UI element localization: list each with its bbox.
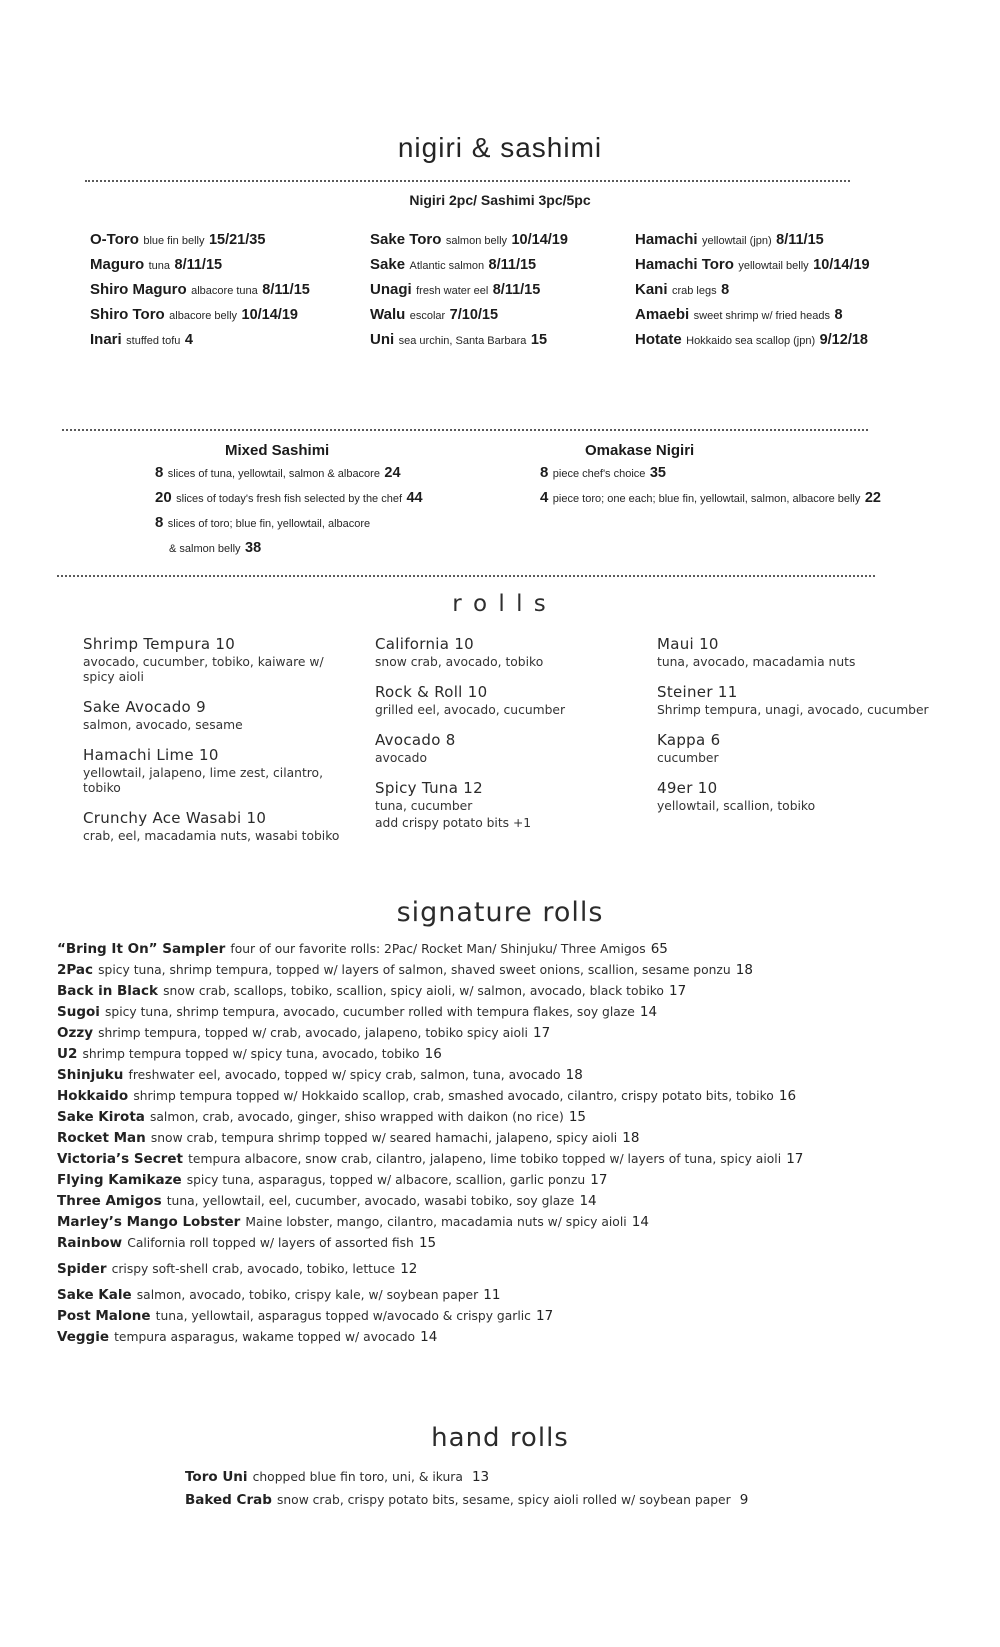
rolls-column-1 <box>83 635 375 857</box>
item-description: tuna, avocado, macadamia nuts <box>657 655 856 669</box>
item-price: 8 <box>834 307 843 323</box>
roll-item <box>83 698 375 733</box>
nigiri-item <box>370 253 635 278</box>
signature-roll-item <box>57 980 970 1001</box>
item-description: yellowtail (jpn) <box>701 235 772 247</box>
section-title-signature-rolls: signature rolls <box>396 897 604 928</box>
signature-roll-item <box>57 1148 970 1169</box>
item-name: O-Toro <box>90 231 139 248</box>
item-description: tuna, yellowtail, asparagus topped w/avocado & crispy garlic <box>155 1309 531 1323</box>
nigiri-columns <box>90 228 1000 353</box>
item-name: Sake Kirota <box>57 1109 145 1125</box>
dotted-divider <box>57 575 875 577</box>
item-price: 15 <box>418 1235 437 1251</box>
item-price: 10 <box>454 635 474 653</box>
item-name: Amaebi <box>635 306 690 323</box>
item-name: Spider <box>57 1261 107 1277</box>
item-description: stuffed tofu <box>126 335 181 347</box>
item-price: 10/14/19 <box>511 232 568 248</box>
combo-item <box>540 461 1000 486</box>
item-name: Hamachi Lime <box>83 746 194 764</box>
nigiri-item <box>635 228 1000 253</box>
item-price: 9/12/18 <box>819 332 868 348</box>
rolls-column-2 <box>375 635 657 857</box>
roll-heading <box>83 635 357 653</box>
item-description: spicy tuna, shrimp tempura, topped w/ layers of salmon, shaved sweet onions, scallion, sesame ponzu <box>98 963 731 977</box>
combo-item <box>540 486 1000 511</box>
item-price: 65 <box>650 941 668 957</box>
item-name: Marley’s Mango Lobster <box>57 1214 241 1230</box>
item-price: 17 <box>669 983 687 999</box>
item-description: Hokkaido sea scallop (jpn) <box>686 335 816 347</box>
item-name: Shiro Maguro <box>90 281 187 298</box>
item-name: Shinjuku <box>57 1067 124 1083</box>
roll-heading <box>657 635 942 653</box>
item-quantity: 20 <box>155 489 172 506</box>
item-price: 10/14/19 <box>813 257 870 273</box>
item-price: 8/11/15 <box>174 257 223 273</box>
signature-roll-item <box>57 1106 970 1127</box>
signature-roll-item <box>57 1305 970 1326</box>
item-description: yellowtail, jalapeno, lime zest, cilantro, tobiko <box>83 766 323 795</box>
item-description: four of our favorite rolls: 2Pac/ Rocket Man/ Shinjuku/ Three Amigos <box>230 942 646 956</box>
item-name: Inari <box>90 331 122 348</box>
item-name: Hotate <box>635 331 682 348</box>
item-name: Kani <box>635 281 668 298</box>
item-description: sea urchin, Santa Barbara <box>398 335 527 347</box>
hand-roll-item <box>185 1488 1000 1511</box>
item-price: 7/10/15 <box>449 307 499 323</box>
item-name: Victoria’s Secret <box>57 1151 183 1167</box>
item-price: 16 <box>424 1046 442 1062</box>
item-description: shrimp tempura topped w/ spicy tuna, avocado, tobiko <box>82 1047 420 1061</box>
roll-heading <box>657 779 942 797</box>
item-description: salmon, avocado, sesame <box>83 718 243 732</box>
item-price: 4 <box>184 332 193 348</box>
item-price: 8 <box>445 731 456 749</box>
nigiri-item <box>635 278 1000 303</box>
item-name: Uni <box>370 331 395 348</box>
nigiri-pricing-note: Nigiri 2pc/ Sashimi 3pc/5pc <box>409 192 591 208</box>
roll-item <box>375 731 657 766</box>
item-name: “Bring It On” Sampler <box>57 941 226 957</box>
item-description: slices of today's fresh fish selected by the chef <box>176 493 403 505</box>
item-name: Shiro Toro <box>90 306 165 323</box>
signature-roll-item <box>57 1211 970 1232</box>
item-description: tempura asparagus, wakame topped w/ avocado <box>114 1330 416 1344</box>
nigiri-item <box>635 303 1000 328</box>
nigiri-item <box>370 278 635 303</box>
item-name: Rainbow <box>57 1235 123 1251</box>
item-description: blue fin belly <box>143 235 205 247</box>
roll-heading <box>83 698 357 716</box>
signature-roll-item <box>57 1085 970 1106</box>
signature-roll-item <box>57 1064 970 1085</box>
item-description: snow crab, crispy potato bits, sesame, spicy aioli rolled w/ soybean paper <box>276 1493 731 1507</box>
roll-heading <box>657 683 942 701</box>
signature-roll-item <box>57 1001 970 1022</box>
item-description: tuna <box>148 260 171 272</box>
item-price: 12 <box>400 1261 418 1277</box>
item-price: 10 <box>215 635 236 653</box>
nigiri-item <box>90 278 370 303</box>
nigiri-item <box>90 253 370 278</box>
signature-roll-item <box>57 959 970 980</box>
item-price: 44 <box>406 490 423 506</box>
item-name: California <box>375 635 450 653</box>
omakase-nigiri-block <box>540 441 1000 561</box>
roll-item <box>375 779 657 831</box>
item-name: Unagi <box>370 281 412 298</box>
item-quantity: 8 <box>155 514 164 531</box>
item-price: 11 <box>483 1287 501 1303</box>
section-title-nigiri-sashimi: nigiri & sashimi <box>397 132 603 163</box>
item-description: tuna, yellowtail, eel, cucumber, avocado, wasabi tobiko, soy glaze <box>166 1194 575 1208</box>
item-price: 17 <box>590 1172 608 1188</box>
item-price: 14 <box>579 1193 597 1209</box>
nigiri-item <box>90 328 370 353</box>
nigiri-sashimi-section <box>0 132 1000 353</box>
item-name: Back in Black <box>57 983 159 999</box>
nigiri-item <box>90 228 370 253</box>
item-name: Three Amigos <box>57 1193 162 1209</box>
item-description: tempura albacore, snow crab, cilantro, jalapeno, lime tobiko topped w/ layers of tuna, spicy aioli <box>188 1152 782 1166</box>
signature-roll-item <box>57 1022 970 1043</box>
item-price: 14 <box>631 1214 649 1230</box>
item-description: crispy soft-shell crab, avocado, tobiko, lettuce <box>111 1262 396 1276</box>
signature-roll-item <box>57 1232 970 1253</box>
item-price: 10 <box>697 779 718 797</box>
item-name: Toro Uni <box>185 1469 248 1485</box>
item-price: 14 <box>639 1004 658 1020</box>
item-description: Atlantic salmon <box>409 260 485 272</box>
item-price: 9 <box>196 698 206 716</box>
nigiri-column-2 <box>370 228 635 353</box>
combos-section <box>0 441 1000 561</box>
item-price: 10/14/19 <box>241 307 298 323</box>
signature-roll-item <box>57 1169 970 1190</box>
item-name: 2Pac <box>57 962 94 978</box>
item-description: avocado <box>375 751 427 765</box>
item-description: fresh water eel <box>416 285 489 297</box>
item-description: cucumber <box>657 751 719 765</box>
item-name: Sake Avocado <box>83 698 192 716</box>
item-quantity: 8 <box>540 464 549 481</box>
item-price: 6 <box>710 731 721 749</box>
item-price: 38 <box>245 540 262 556</box>
mixed-sashimi-block <box>155 441 540 561</box>
item-price: 13 <box>471 1469 490 1485</box>
signature-roll-item <box>57 1043 970 1064</box>
item-description: salmon, avocado, tobiko, crispy kale, w/ soybean paper <box>136 1288 479 1302</box>
item-price: 18 <box>735 962 753 978</box>
dotted-divider <box>85 180 850 182</box>
signature-roll-item <box>57 1127 970 1148</box>
item-description: spicy tuna, asparagus, topped w/ albacore, scallion, garlic ponzu <box>186 1173 586 1187</box>
item-description-extra: add crispy potato bits +1 <box>375 816 532 830</box>
item-name: Hokkaido <box>57 1088 129 1104</box>
item-description: yellowtail belly <box>738 260 809 272</box>
item-price: 10 <box>199 746 219 764</box>
signature-roll-item <box>57 1284 970 1305</box>
item-description: shrimp tempura, topped w/ crab, avocado, jalapeno, tobiko spicy aioli <box>98 1026 528 1040</box>
nigiri-item <box>635 328 1000 353</box>
item-description: slices of tuna, yellowtail, salmon & albacore <box>167 468 380 480</box>
mixed-sashimi-title: Mixed Sashimi <box>225 442 330 459</box>
item-description: Shrimp tempura, unagi, avocado, cucumber <box>657 703 929 717</box>
item-description: albacore tuna <box>191 285 258 297</box>
roll-heading <box>375 635 639 653</box>
item-name: Hamachi <box>635 231 698 248</box>
signature-roll-item <box>57 1190 970 1211</box>
hand-rolls-list <box>185 1465 1000 1511</box>
signature-roll-item <box>57 1258 970 1279</box>
combo-item <box>155 511 540 561</box>
item-name: Avocado <box>375 731 441 749</box>
roll-item <box>375 683 657 718</box>
item-price: 17 <box>786 1151 804 1167</box>
roll-item <box>83 635 375 685</box>
roll-heading <box>375 779 639 797</box>
item-description: chopped blue fin toro, uni, & ikura <box>252 1470 463 1484</box>
item-name: U2 <box>57 1046 78 1062</box>
item-description: sweet shrimp w/ fried heads <box>693 310 830 322</box>
signature-roll-item <box>57 938 970 959</box>
item-price: 15 <box>530 332 548 348</box>
roll-item <box>657 683 960 718</box>
item-name: Rocket Man <box>57 1130 146 1146</box>
roll-item <box>83 746 375 796</box>
item-name: Sake <box>370 256 406 273</box>
roll-item <box>657 635 960 670</box>
item-price: 15/21/35 <box>208 232 266 248</box>
item-price: 9 <box>739 1492 749 1508</box>
roll-item <box>657 779 960 814</box>
item-description: escolar <box>409 310 446 322</box>
combo-item <box>155 486 540 511</box>
rolls-columns <box>83 635 960 857</box>
rolls-column-3 <box>657 635 960 857</box>
roll-item <box>83 809 375 844</box>
roll-heading <box>83 809 357 827</box>
item-name: Veggie <box>57 1329 109 1345</box>
roll-heading <box>83 746 357 764</box>
item-price: 17 <box>536 1308 554 1324</box>
roll-item <box>657 731 960 766</box>
item-price: 35 <box>649 465 666 481</box>
item-name: Spicy Tuna <box>375 779 459 797</box>
item-name: Kappa <box>657 731 706 749</box>
item-name: Sake Kale <box>57 1287 132 1303</box>
item-description: California roll topped w/ layers of assorted fish <box>127 1236 414 1250</box>
item-name: Sake Toro <box>370 231 442 248</box>
nigiri-column-3 <box>635 228 1000 353</box>
item-price: 8/11/15 <box>262 282 310 298</box>
signature-roll-item <box>57 1326 970 1347</box>
item-description: tuna, cucumber <box>375 799 473 813</box>
item-price: 24 <box>384 465 401 481</box>
item-description-continued: & salmon belly <box>169 543 241 555</box>
hand-roll-item <box>185 1465 1000 1488</box>
omakase-nigiri-title: Omakase Nigiri <box>585 442 695 459</box>
nigiri-item <box>90 303 370 328</box>
item-name: Hamachi Toro <box>635 256 734 273</box>
item-description: snow crab, scallops, tobiko, scallion, spicy aioli, w/ salmon, avocado, black tobiko <box>163 984 664 998</box>
item-price: 18 <box>622 1130 640 1146</box>
nigiri-item <box>635 253 1000 278</box>
item-price: 11 <box>717 683 738 701</box>
item-description: salmon, crab, avocado, ginger, shiso wrapped with daikon (no rice) <box>149 1110 564 1124</box>
item-description: yellowtail, scallion, tobiko <box>657 799 816 813</box>
item-price: 10 <box>246 809 267 827</box>
item-description: piece toro; one each; blue fin, yellowtail, salmon, albacore belly <box>552 493 861 505</box>
item-price: 10 <box>467 683 488 701</box>
item-name: Shrimp Tempura <box>83 635 211 653</box>
combo-columns <box>155 441 1000 561</box>
item-price: 8/11/15 <box>492 282 541 298</box>
item-price: 14 <box>420 1329 438 1345</box>
item-quantity: 8 <box>155 464 164 481</box>
item-name: Crunchy Ace Wasabi <box>83 809 242 827</box>
item-price: 15 <box>568 1109 587 1125</box>
item-description: slices of toro; blue fin, yellowtail, albacore <box>167 518 371 530</box>
rolls-section <box>0 591 1000 857</box>
item-name: Steiner <box>657 683 713 701</box>
item-price: 16 <box>778 1088 797 1104</box>
item-name: Maguro <box>90 256 145 273</box>
signature-rolls-list <box>57 938 970 1347</box>
hand-rolls-section <box>0 1423 1000 1511</box>
item-name: Rock & Roll <box>375 683 463 701</box>
roll-heading <box>657 731 942 749</box>
item-description: freshwater eel, avocado, topped w/ spicy crab, salmon, tuna, avocado <box>128 1068 561 1082</box>
item-quantity: 4 <box>540 489 549 506</box>
item-name: Sugoi <box>57 1004 100 1020</box>
combo-item <box>155 461 540 486</box>
item-description: snow crab, tempura shrimp topped w/ seared hamachi, jalapeno, spicy aioli <box>150 1131 618 1145</box>
dotted-divider <box>62 429 868 431</box>
item-description: crab, eel, macadamia nuts, wasabi tobiko <box>83 829 340 843</box>
item-description-line-2 <box>169 536 540 561</box>
item-description: snow crab, avocado, tobiko <box>375 655 544 669</box>
item-price: 10 <box>699 635 719 653</box>
item-description: grilled eel, avocado, cucumber <box>375 703 566 717</box>
item-description: shrimp tempura topped w/ Hokkaido scallop, crab, smashed avocado, cilantro, crispy potato bits, tobiko <box>133 1089 774 1103</box>
nigiri-item <box>370 303 635 328</box>
signature-rolls-section <box>0 897 1000 1347</box>
item-price: 12 <box>463 779 483 797</box>
item-price: 8 <box>721 282 730 298</box>
item-description: salmon belly <box>445 235 508 247</box>
item-name: Walu <box>370 306 406 323</box>
item-description: piece chef's choice <box>552 468 646 480</box>
nigiri-column-1 <box>90 228 370 353</box>
item-price: 8/11/15 <box>488 257 537 273</box>
item-name: Post Malone <box>57 1308 151 1324</box>
item-price: 8/11/15 <box>776 232 824 248</box>
item-description: avocado, cucumber, tobiko, kaiware w/ spicy aioli <box>83 655 324 684</box>
item-price: 18 <box>565 1067 583 1083</box>
item-name: 49er <box>657 779 693 797</box>
roll-item <box>375 635 657 670</box>
item-price: 22 <box>864 490 881 506</box>
item-name: Maui <box>657 635 695 653</box>
section-title-rolls: r o l l s <box>452 591 548 617</box>
roll-heading <box>375 683 639 701</box>
item-description: crab legs <box>671 285 717 297</box>
item-description: albacore belly <box>169 310 238 322</box>
item-description: Maine lobster, mango, cilantro, macadamia nuts w/ spicy aioli <box>245 1215 627 1229</box>
nigiri-item <box>370 228 635 253</box>
item-description: spicy tuna, shrimp tempura, avocado, cucumber rolled with tempura flakes, soy glaze <box>105 1005 635 1019</box>
nigiri-item <box>370 328 635 353</box>
item-name: Baked Crab <box>185 1492 272 1508</box>
item-name: Flying Kamikaze <box>57 1172 182 1188</box>
section-title-hand-rolls: hand rolls <box>431 1423 569 1453</box>
item-name: Ozzy <box>57 1025 93 1041</box>
item-price: 17 <box>533 1025 551 1041</box>
roll-heading <box>375 731 639 749</box>
